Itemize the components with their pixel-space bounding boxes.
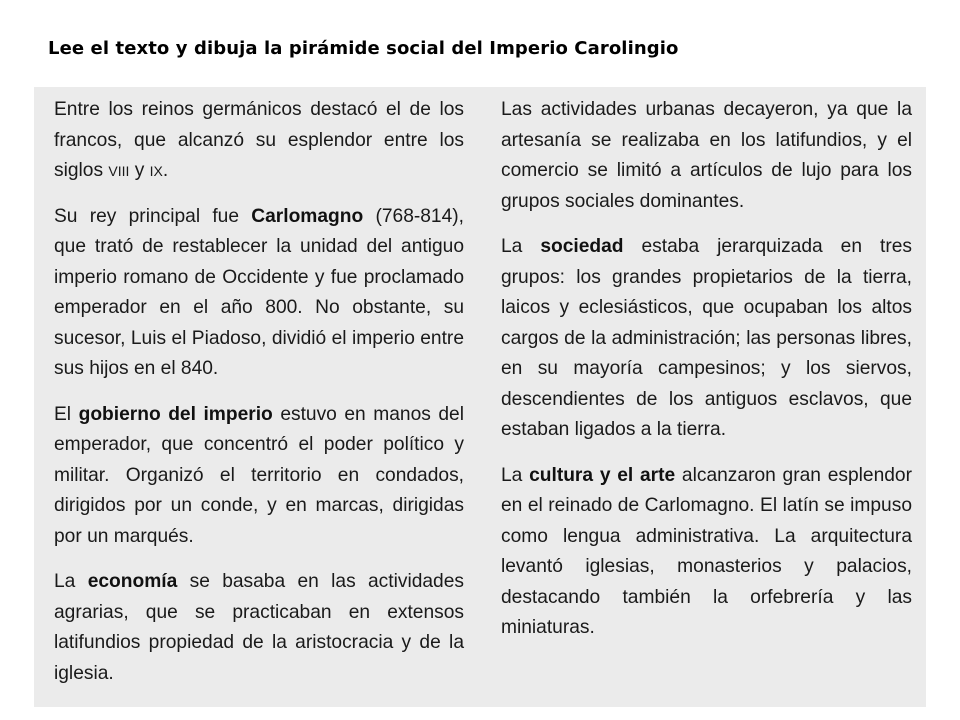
paragraph-text: El [54,403,79,425]
paragraph-text: estaba jerarquizada en tres grupos: los grandes propietarios de la tierra, laicos y eclesiásticos, que ocupaban los altos cargos de la administración; las personas libres, en su mayoría campesinos; y los siervos, descendientes de los antiguos esclavos, que estaban ligados a la tierra. [501,236,912,440]
paragraph-actividades-urbanas [501,95,912,217]
paragraph-francos [54,95,464,187]
keyword-bold: gobierno del imperio [78,403,273,425]
page-title: Lee el texto y dibuja la pirámide social del Imperio Carolingio [48,38,679,59]
paragraph-sociedad [501,232,912,446]
paragraph-text: . [162,160,169,181]
paragraph-text: La [501,236,541,257]
text-panel [34,87,926,707]
paragraph-text: estuvo en manos del emperador, que concentró el poder político y militar. Organizó el territorio en condados, dirigidos por un conde, y en marcas, dirigidas por un marqués. [54,403,464,547]
paragraph-text: La [501,464,530,486]
paragraph-gobierno [54,400,464,553]
paragraph-carlomagno [54,202,464,385]
century-numeral: VIII [108,163,130,179]
paragraph-text: Las actividades urbanas decayeron, ya que la artesanía se realizaba en los latifundios, y el comercio se limitó a artículos de lujo para los grupos sociales dominantes. [501,99,912,212]
left-column [54,95,464,704]
paragraph-economia [54,567,464,689]
keyword-bold: economía [87,571,178,592]
paragraph-text: Entre los reinos germánicos destacó el de los francos, que alcanzó su esplendor entre los siglos [54,99,464,181]
paragraph-text: alcanzaron gran esplendor en el reinado de Carlomagno. El latín se impuso como lengua administrativa. La arquitectura levantó iglesias, monasterios y palacios, destacando también la orfebrería y las miniaturas. [501,464,912,638]
century-numeral: IX [149,163,163,179]
paragraph-text: (768-814), que trató de restablecer la unidad del antiguo imperio romano de Occidente y fue proclamado emperador en el año 800. No obstante, su sucesor, Luis el Piadoso, dividió el imperio entre sus hijos en el 840. [54,205,464,379]
keyword-bold: cultura y el arte [529,464,676,486]
paragraph-text: y [129,160,150,181]
paragraph-text: se basaba en las actividades agrarias, que se practicaban en extensos latifundios propiedad de la aristocracia y de la iglesia. [54,571,464,684]
paragraph-cultura-arte [501,461,912,644]
keyword-bold: Carlomagno [251,205,364,227]
paragraph-text: Su rey principal fue [54,205,252,227]
right-column [501,95,912,659]
paragraph-text: La [54,571,88,592]
keyword-bold: sociedad [540,236,624,257]
